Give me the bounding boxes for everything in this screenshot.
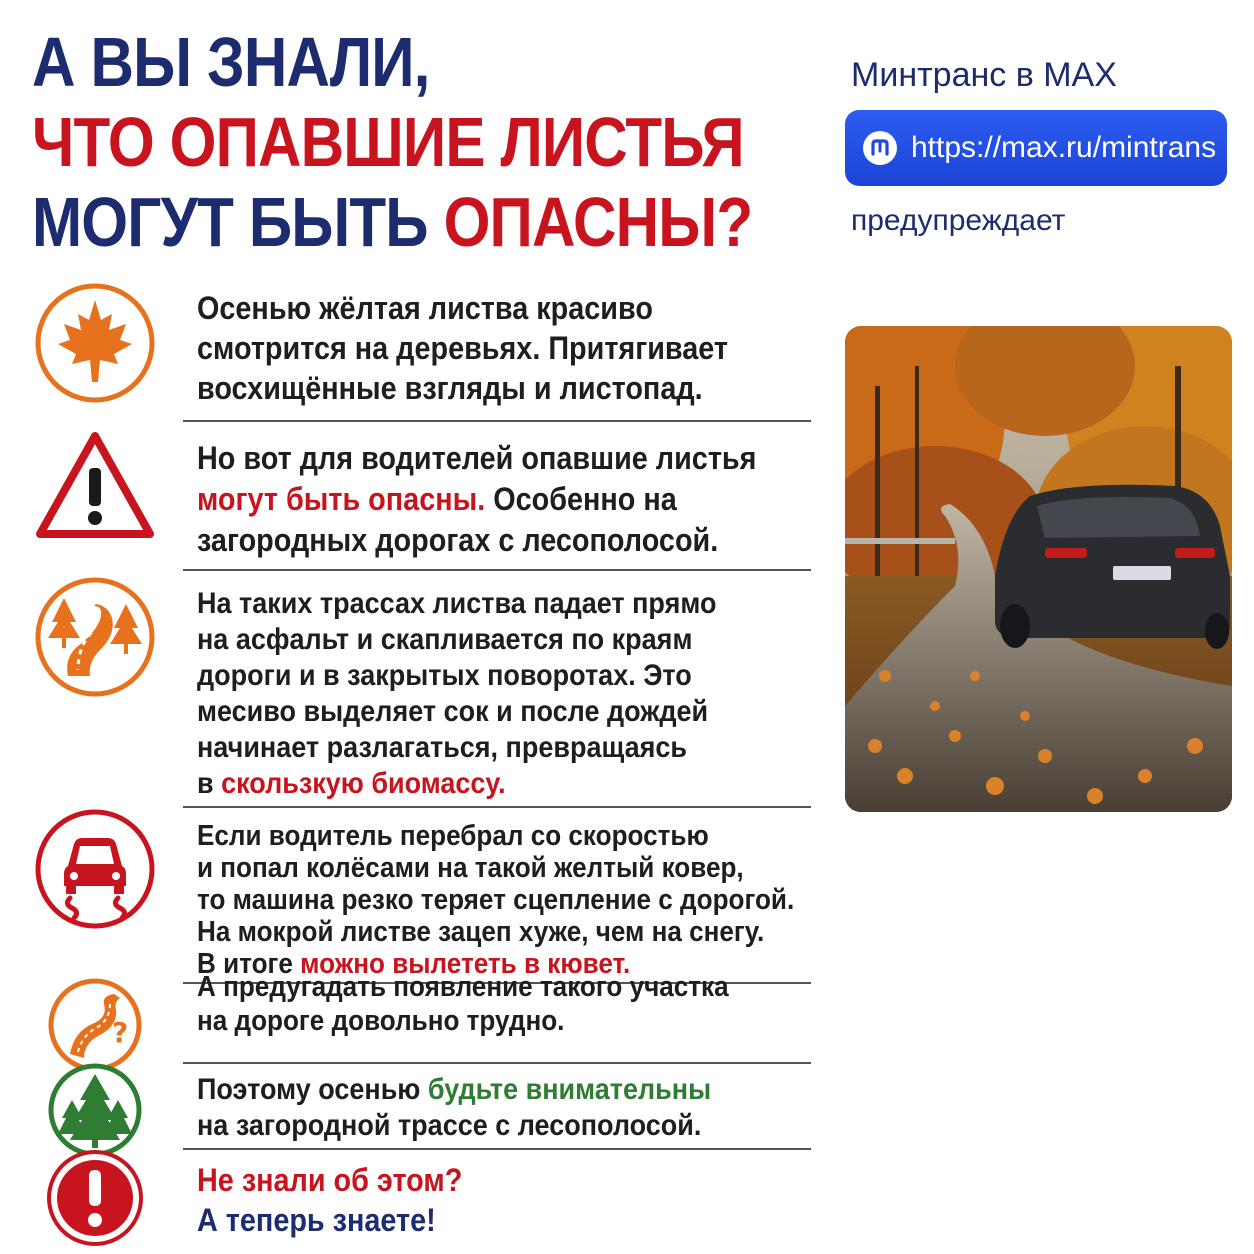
row-2-highlight: могут быть опасны.: [197, 481, 486, 517]
row-5-text: [197, 970, 760, 1038]
row-6-line: [197, 1072, 760, 1108]
row-4-highlight: можно вылететь в кювет.: [300, 948, 631, 980]
svg-text:?: ?: [112, 1016, 129, 1049]
row-3-line: На таких трассах листва падает прямо: [197, 587, 717, 620]
row-7-text: [197, 1160, 760, 1240]
maple-leaf-icon: [30, 282, 160, 404]
max-link-button[interactable]: [845, 110, 1227, 186]
row-4-line: На мокрой листве зацеп хуже, чем на снегу.: [197, 916, 765, 948]
divider: [183, 1148, 811, 1150]
row-2-line: загородных дорогах с лесополосой.: [197, 522, 719, 558]
row-1-line: восхищённые взгляды и листопад.: [197, 370, 703, 406]
fir-trees-icon: [30, 1060, 160, 1160]
divider: [183, 806, 811, 808]
row-4-line: Если водитель перебрал со скоростью: [197, 820, 709, 852]
brand-block: [845, 52, 1235, 238]
row-1-line: смотрится на деревьях. Притягивает: [197, 330, 729, 366]
row-2-line: [197, 479, 760, 520]
autumn-road-car-photo: [845, 326, 1232, 812]
brand-title: Минтранс в MAX: [851, 56, 1117, 94]
headline-line-3: [32, 182, 753, 262]
closing-question: Не знали об этом?: [197, 1162, 463, 1198]
headline-line-3-navy: МОГУТ БЫТЬ: [32, 183, 444, 261]
row-6-prefix: Поэтому осенью: [197, 1073, 428, 1106]
closing-answer: А теперь знаете!: [197, 1202, 436, 1238]
divider: [183, 569, 811, 571]
row-2-line-rest: Особенно на: [485, 481, 677, 517]
max-logo-icon: [863, 131, 897, 165]
row-4-prefix: В итоге: [197, 948, 301, 980]
headline-line-3-red: ОПАСНЫ?: [443, 183, 753, 261]
row-3-line: [197, 766, 760, 802]
skidding-car-icon: [30, 808, 160, 930]
row-3-line: на асфальт и скапливается по краям: [197, 623, 693, 656]
headline: [32, 22, 822, 262]
row-2-text: [197, 438, 760, 561]
row-3-line: начинает разлагаться, превращаясь: [197, 731, 687, 764]
brand-subtitle: предупреждает: [851, 204, 1066, 237]
exclamation-icon: [30, 1148, 160, 1248]
car-shape: [995, 485, 1230, 649]
row-6-highlight: будьте внимательны: [427, 1073, 712, 1106]
row-3-highlight: скользкую биомассу.: [221, 767, 506, 800]
row-4-line: то машина резко теряет сцепление с дорогой.: [197, 884, 795, 916]
row-1-text: [197, 288, 760, 408]
divider: [183, 1062, 811, 1064]
row-6-text: [197, 1072, 760, 1144]
headline-line-2: ЧТО ОПАВШИЕ ЛИСТЬЯ: [32, 103, 744, 181]
row-3-prefix: в: [197, 767, 222, 800]
row-3-line: дороги и в закрытых поворотах. Это: [197, 659, 692, 692]
row-3-text: [197, 586, 760, 802]
row-5-line: на дороге довольно трудно.: [197, 1005, 565, 1037]
forest-road-icon: [30, 576, 160, 698]
row-2-line: Но вот для водителей опавшие листья: [197, 440, 757, 476]
headline-line-1: А ВЫ ЗНАЛИ,: [32, 23, 430, 101]
row-1-line: Осенью жёлтая листва красиво: [197, 290, 653, 326]
max-link-text: https://max.ru/mintrans: [911, 131, 1217, 164]
divider: [183, 420, 811, 422]
warning-triangle-icon: [30, 430, 160, 542]
row-3-line: месиво выделяет сок и после дождей: [197, 695, 709, 728]
row-6-line: на загородной трассе с лесополосой.: [197, 1109, 702, 1142]
row-5-line: А предугадать появление такого участка: [197, 971, 729, 1003]
row-4-text: [197, 820, 795, 980]
row-4-line: и попал колёсами на такой желтый ковер,: [197, 852, 744, 884]
